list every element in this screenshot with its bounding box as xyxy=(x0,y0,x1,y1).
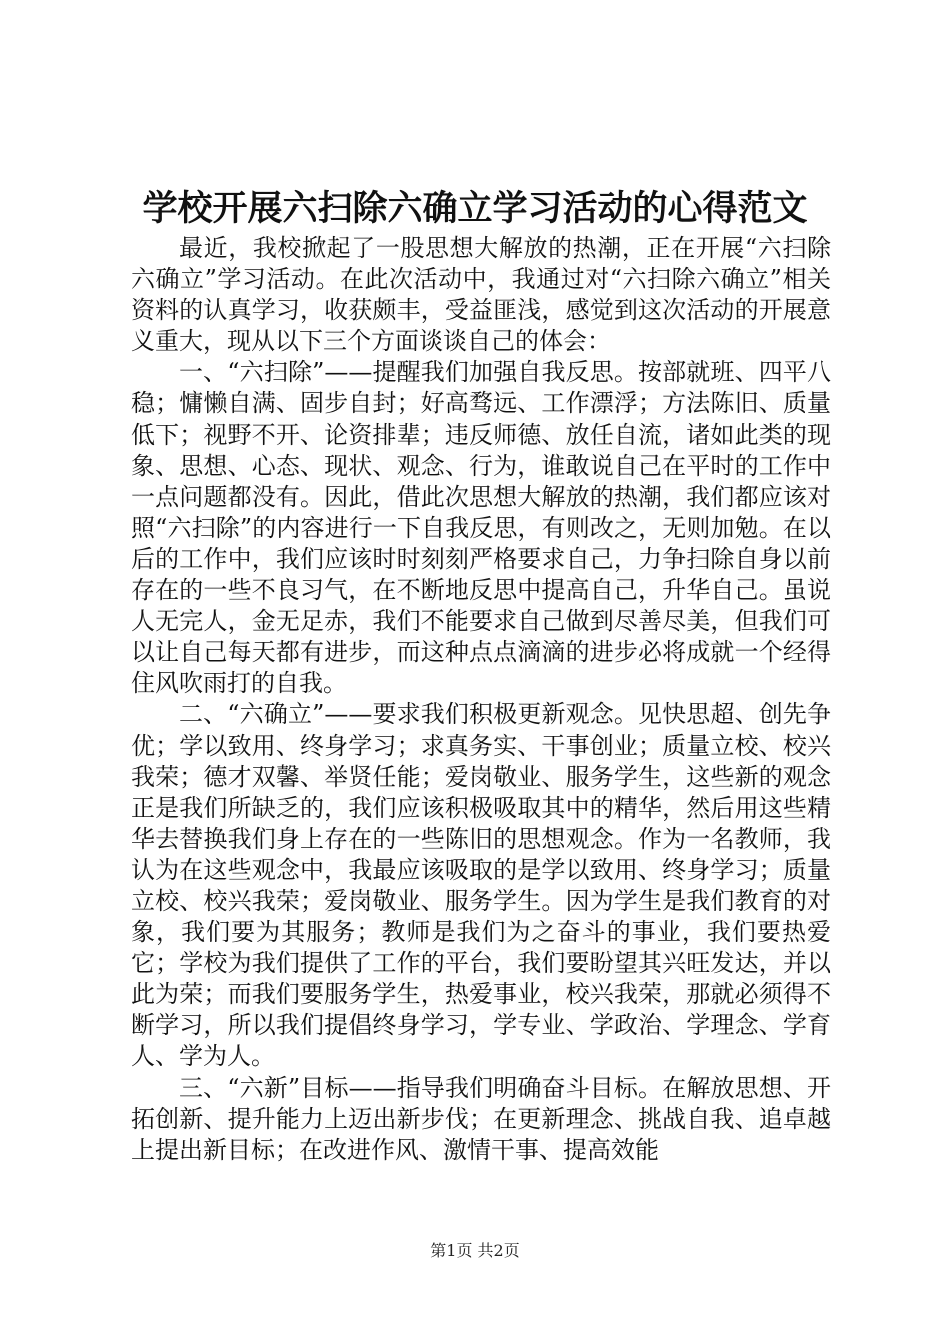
document-title: 学校开展六扫除六确立学习活动的心得范文 xyxy=(142,188,808,229)
paragraph-six-new-goals: 三、“六新”目标——指导我们明确奋斗目标。在解放思想、开拓创新、提升能力上迈出新步伐；在更新理念、挑战自我、追卓越上提出新目标；在改进作风、激情干事、提高效能 xyxy=(131,1073,831,1164)
paragraph-six-removals: 一、“六扫除”——提醒我们加强自我反思。按部就班、四平八稳；慵懒自满、固步自封；好高骛远、工作漂浮；方法陈旧、质量低下；视野不开、论资排辈；违反师德、放任自流，诸如此类的现象、思想、心态、现状、观念、行为，谁敢说自己在平时的工作中一点问题都没有。因此，借此次思想大解放的热潮，我们都应该对照“六扫除”的内容进行一下自我反思，有则改之，无则加勉。在以后的工作中，我们应该时时刻刻严格要求自己，力争扫除自身以前存在的一些不良习气，在不断地反思中提高自己，升华自己。虽说人无完人，金无足赤，我们不能要求自己做到尽善尽美，但我们可以让自己每天都有进步，而这种点点滴滴的进步必将成就一个经得住风吹雨打的自我。 xyxy=(131,358,831,698)
page-footer: 第1页 共2页 xyxy=(430,1241,520,1260)
paragraph-intro: 最近，我校掀起了一股思想大解放的热潮，正在开展“六扫除六确立”学习活动。在此次活动中，我通过对“六扫除六确立”相关资料的认真学习，收获颇丰，受益匪浅，感觉到这次活动的开展意义重大，现从以下三个方面谈谈自己的体会： xyxy=(131,234,831,356)
document-body xyxy=(131,233,831,1166)
paragraph-six-establishments: 二、“六确立”——要求我们积极更新观念。见快思超、创先争优；学以致用、终身学习；求真务实、干事创业；质量立校、校兴我荣；德才双馨、举贤任能；爱岗敬业、服务学生，这些新的观念正是我们所缺乏的，我们应该积极吸取其中的精华，然后用这些精华去替换我们身上存在的一些陈旧的思想观念。作为一名教师，我认为在这些观念中，我最应该吸取的是学以致用、终身学习；质量立校、校兴我荣；爱岗敬业、服务学生。因为学生是我们教育的对象，我们要为其服务；教师是我们为之奋斗的事业，我们要热爱它；学校为我们提供了工作的平台，我们要盼望其兴旺发达，并以此为荣；而我们要服务学生，热爱事业，校兴我荣，那就必须得不断学习，所以我们提倡终身学习，学专业、学政治、学理念、学育人、学为人。 xyxy=(131,700,831,1071)
